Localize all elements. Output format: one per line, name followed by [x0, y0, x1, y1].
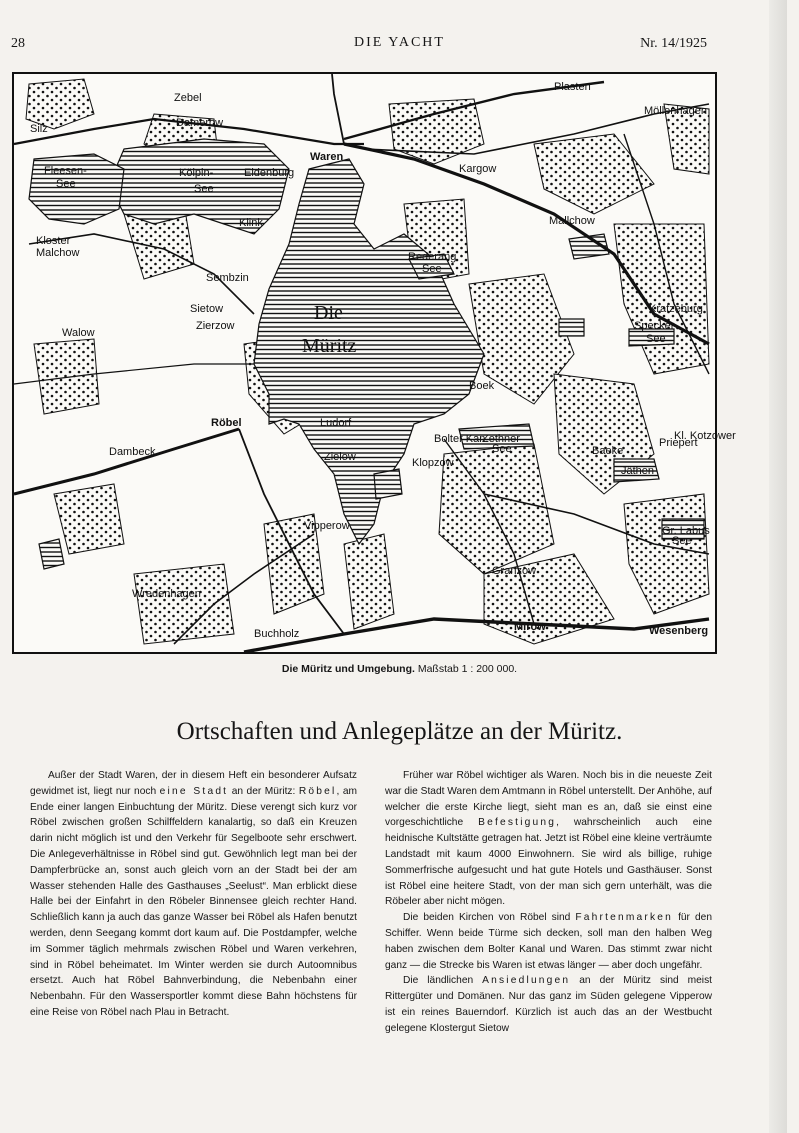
- place-label: Zierzow: [196, 320, 235, 332]
- place-label: See: [492, 443, 512, 455]
- place-label: Buchholz: [254, 628, 300, 640]
- issue-number: Nr. 14/1925: [640, 36, 707, 51]
- map-figure: [12, 72, 736, 654]
- map-caption: [0, 663, 799, 675]
- place-label: Wesenberg: [649, 625, 709, 637]
- place-label: See: [56, 178, 76, 190]
- article-column-right: [385, 768, 712, 1037]
- place-label: Priepert: [659, 437, 698, 449]
- place-label: Zebel: [174, 92, 202, 104]
- paragraph: [385, 973, 712, 1036]
- text-run: Die beiden Kirchen von Röbel sind: [403, 912, 576, 924]
- article-column-left: [30, 768, 357, 1021]
- lake-label-2: Müritz: [302, 335, 357, 357]
- place-label: Walow: [62, 327, 95, 339]
- caption-title: Die Müritz und Umgebung.: [281, 663, 415, 675]
- place-label: Kratzeburg: [649, 303, 703, 315]
- place-label: Röbel: [211, 417, 242, 429]
- spaced-text: eine Stadt: [159, 785, 229, 797]
- text-run: für den Schiffer. Wenn beide Türme sich decken, soll man den halben Weg haben zwischen dem Bolter Kanal und Waren. Das stimmt zwar nicht ganz — die Strecke bis Waren ist etwas länger — aber doch ungefähr.: [385, 912, 712, 971]
- place-label: Kargow: [459, 163, 497, 175]
- place-label: Ludorf: [320, 417, 352, 429]
- text-run: Früher war Röbel wichtiger als Waren. Noch bis in die neueste Zeit war die Stadt Waren dem Amtmann in Röbel unterstellt. Der Anhöhe, auf welcher die erste Kirche liegt, sieht man es an, daß sie einst eine vorgeschichtliche: [385, 770, 712, 829]
- place-label: Wredenhagen: [132, 588, 201, 600]
- place-label: See: [672, 535, 692, 547]
- spaced-text: Befestigung: [478, 817, 557, 829]
- place-label: See: [194, 183, 214, 195]
- place-label: Zielow: [324, 451, 356, 463]
- place-label: Sietow: [190, 303, 224, 315]
- text-run: Außer der Stadt Waren, der in diesem Heft ein besonderer Aufsatz gewidmet ist, liegt nur noch: [30, 770, 357, 797]
- place-label: Kl. Kotzower: [674, 430, 736, 442]
- page-edge: [769, 0, 787, 1133]
- place-label: Eldenburg: [244, 167, 295, 179]
- place-label: Gr. Labus: [662, 525, 710, 537]
- article-title: Ortschaften und Anlegeplätze an der Müritz.: [176, 718, 623, 745]
- place-label: Silz: [30, 123, 48, 135]
- place-label: Klopzow: [412, 457, 454, 469]
- text-run: , am Ende einer langen Einbuchtung der Müritz. Diese verengt sich kurz vor Röbel zwischen großen Schilffeldern kanalartig, so daß ein Kreuzen darin nicht möglich ist und den Verkehr für Segelboote sehr erschwert. Die Anlegeverhältnisse in Röbel sind gut. Gewöhnlich legt man bei der Dampferbrücke an, sonst auch gleich vorn an der Stadt bei der am Wasser stehenden Halle des Gasthauses „Seelust“. Man erblickt diese Halle bei der Einfahrt in den Röbeler Binnensee gleich rechter Hand. Schließlich kann ja auch das ganze Wasser bei Röbel als Hafen benutzt werden, denn Seegang kommt dort kaum auf. Die Postdampfer, welche im Sommer täglich mehrmals zwischen Röbel und Waren verkehren, sind in Röbel beheimatet. Im Winter werden sie durch Autoomnibus ersetzt. Auch hat Röbel Bahnverbindung, die Nebenbahn einer Nebenbahn. Für den Wassersportler kommt diese Bahn höchstens für eine Reise von Röbel nach Plau in Betracht.: [30, 785, 357, 1018]
- place-label: Möllenhagen: [644, 105, 707, 117]
- place-label: Mallchow: [549, 215, 595, 227]
- place-label: Specker: [634, 320, 675, 332]
- place-label: Dambeck: [109, 446, 156, 458]
- caption-scale: Maßstab 1 : 200 000.: [417, 663, 518, 675]
- lake-label-1: Die: [314, 302, 343, 324]
- spaced-text: Ansiedlungen: [482, 975, 571, 987]
- page-header: [0, 34, 799, 54]
- place-label: Damerow: [176, 117, 224, 129]
- place-label: Kölpin-: [179, 167, 214, 179]
- place-label: Rederang: [408, 251, 457, 263]
- place-label: Bolter Kan.: [434, 433, 489, 445]
- place-label: Granzow: [492, 565, 537, 577]
- text-run: Die ländlichen: [403, 975, 483, 987]
- paragraph: [385, 910, 712, 973]
- place-label: See: [646, 333, 666, 345]
- map-drawing: [14, 74, 736, 652]
- place-label: Jäthen: [621, 465, 655, 477]
- place-label: Waren: [310, 151, 344, 163]
- place-label: Zethner: [482, 433, 520, 445]
- text-run: an der Müritz sind meist Rittergüter und Domänen. Nur das ganz im Süden gelegene Vipperow ist ein reines Bauerndorf. Kürzlich ist auch das an der Westbucht gelegene Klostergut Sietow: [385, 975, 712, 1034]
- place-label: Sembzin: [206, 272, 249, 284]
- paragraph: [30, 768, 357, 1021]
- place-label: See: [422, 263, 442, 275]
- place-label: Mirow: [514, 621, 546, 633]
- journal-title: DIE YACHT: [354, 35, 445, 50]
- text-run: , wahrscheinlich auch eine heidnische Kultstätte getragen hat. Jetzt ist Röbel eine kleine verträumte Landstadt mit kaum 4000 Einwohnern. Sie wird als billige, ruhige Sommerfrische aufgesucht und hat gute Hotels und Gasthäuser. Sonst ist Röbel eine heitere Stadt, von der man sich gern unterhält, was die Röbeler aber nicht mögen.: [385, 817, 712, 908]
- place-label: Fleesen-: [44, 165, 87, 177]
- paragraph: [385, 768, 712, 910]
- place-label: Kloster: [36, 235, 71, 247]
- place-label: Plasten: [554, 81, 591, 93]
- spaced-text: Fahrtenmarken: [575, 912, 674, 924]
- place-label: Vipperow: [304, 520, 350, 532]
- text-run: an der Müritz:: [228, 785, 299, 797]
- spaced-text: Röbel: [298, 785, 337, 797]
- page-number: 28: [11, 36, 25, 51]
- place-label: Boek: [469, 380, 495, 392]
- place-label: Klink: [239, 217, 263, 229]
- place-label: Baeke: [592, 445, 624, 457]
- place-label: Malchow: [36, 247, 80, 259]
